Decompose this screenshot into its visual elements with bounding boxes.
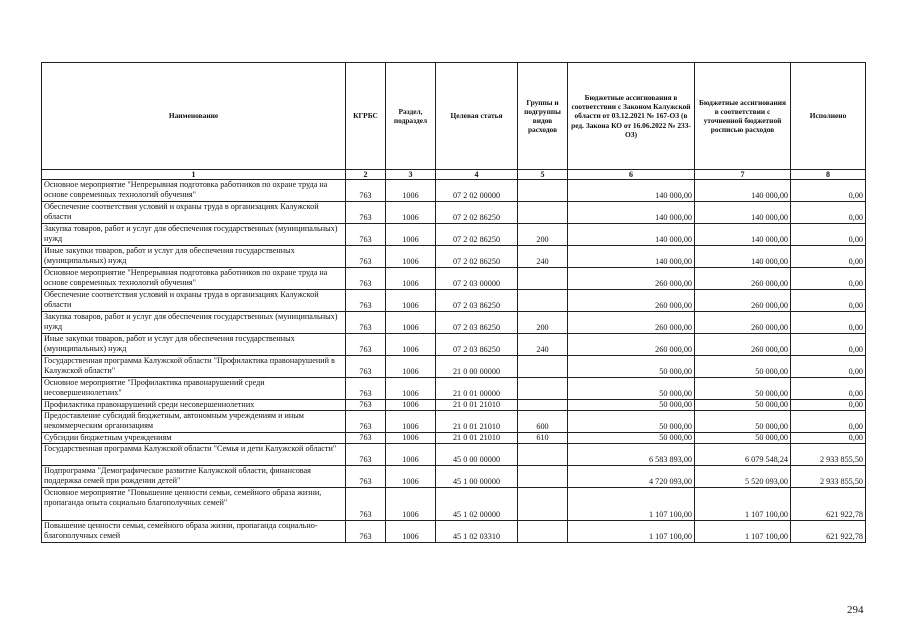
cell-kgrbs: 763: [346, 400, 386, 411]
cell-target-article: 07 2 03 86250: [436, 312, 518, 334]
cell-section: 1006: [386, 312, 436, 334]
cell-name: Основное мероприятие "Профилактика правонарушений среди несовершеннолетних": [42, 378, 346, 400]
cell-kgrbs: 763: [346, 290, 386, 312]
cell-target-article: 07 2 02 86250: [436, 246, 518, 268]
cell-expense-group: 610: [518, 433, 568, 444]
cell-plan-amount: 260 000,00: [695, 290, 791, 312]
cell-expense-group: 240: [518, 334, 568, 356]
cell-target-article: 21 0 00 00000: [436, 356, 518, 378]
cell-expense-group: [518, 356, 568, 378]
cell-section: 1006: [386, 521, 436, 543]
table-row: [42, 246, 866, 268]
cell-plan-amount: 50 000,00: [695, 433, 791, 444]
cell-name: Закупка товаров, работ и услуг для обеспечения государственных (муниципальных) нужд: [42, 224, 346, 246]
table-row: [42, 202, 866, 224]
cell-plan-amount: 50 000,00: [695, 378, 791, 400]
cell-section: 1006: [386, 334, 436, 356]
cell-kgrbs: 763: [346, 356, 386, 378]
cell-expense-group: 240: [518, 246, 568, 268]
cell-target-article: 07 2 03 00000: [436, 268, 518, 290]
cell-plan-amount: 1 107 100,00: [695, 488, 791, 521]
cell-kgrbs: 763: [346, 433, 386, 444]
table-row: [42, 356, 866, 378]
column-number-row: [42, 170, 866, 180]
cell-expense-group: [518, 521, 568, 543]
table-row: [42, 224, 866, 246]
cell-target-article: 45 1 02 03310: [436, 521, 518, 543]
cell-expense-group: [518, 466, 568, 488]
cell-target-article: 45 0 00 00000: [436, 444, 518, 466]
cell-executed-amount: 0,00: [791, 411, 866, 433]
cell-name: Повышение ценности семьи, семейного образа жизни, пропаганда социально-благополучных семей: [42, 521, 346, 543]
cell-kgrbs: 763: [346, 444, 386, 466]
cell-kgrbs: 763: [346, 312, 386, 334]
cell-name: Иные закупки товаров, работ и услуг для обеспечения государственных (муниципальных) нужд: [42, 334, 346, 356]
col-num: 2: [346, 170, 386, 180]
cell-section: 1006: [386, 290, 436, 312]
cell-plan-amount: 140 000,00: [695, 202, 791, 224]
cell-section: 1006: [386, 180, 436, 202]
cell-plan-amount: 140 000,00: [695, 246, 791, 268]
cell-section: 1006: [386, 246, 436, 268]
cell-plan-amount: 6 079 548,24: [695, 444, 791, 466]
cell-law-amount: 4 720 093,00: [568, 466, 695, 488]
budget-execution-table: [41, 62, 866, 543]
cell-section: 1006: [386, 268, 436, 290]
col-plan-header: Бюджетные ассигнования в соответствии с уточненной бюджетной росписью расходов: [695, 63, 791, 170]
table-row: [42, 334, 866, 356]
cell-target-article: 07 2 02 00000: [436, 180, 518, 202]
cell-name: Обеспечение соответствия условий и охраны труда в организациях Калужской области: [42, 290, 346, 312]
col-num: 4: [436, 170, 518, 180]
cell-kgrbs: 763: [346, 202, 386, 224]
table-row: [42, 521, 866, 543]
col-num: 7: [695, 170, 791, 180]
cell-target-article: 07 2 02 86250: [436, 224, 518, 246]
table-body: [42, 180, 866, 543]
cell-name: Закупка товаров, работ и услуг для обеспечения государственных (муниципальных) нужд: [42, 312, 346, 334]
table-row: [42, 290, 866, 312]
cell-section: 1006: [386, 400, 436, 411]
cell-name: Субсидии бюджетным учреждениям: [42, 433, 346, 444]
cell-executed-amount: 0,00: [791, 290, 866, 312]
cell-section: 1006: [386, 356, 436, 378]
table-row: [42, 433, 866, 444]
cell-plan-amount: 50 000,00: [695, 411, 791, 433]
cell-expense-group: [518, 180, 568, 202]
cell-section: 1006: [386, 444, 436, 466]
cell-executed-amount: 0,00: [791, 378, 866, 400]
cell-name: Иные закупки товаров, работ и услуг для обеспечения государственных (муниципальных) нужд: [42, 246, 346, 268]
cell-kgrbs: 763: [346, 411, 386, 433]
cell-executed-amount: 0,00: [791, 356, 866, 378]
cell-plan-amount: 50 000,00: [695, 356, 791, 378]
cell-law-amount: 50 000,00: [568, 356, 695, 378]
cell-expense-group: [518, 488, 568, 521]
cell-law-amount: 50 000,00: [568, 378, 695, 400]
cell-section: 1006: [386, 433, 436, 444]
cell-target-article: 45 1 00 00000: [436, 466, 518, 488]
cell-expense-group: 200: [518, 312, 568, 334]
cell-law-amount: 260 000,00: [568, 334, 695, 356]
cell-name: Обеспечение соответствия условий и охраны труда в организациях Калужской области: [42, 202, 346, 224]
cell-executed-amount: 0,00: [791, 433, 866, 444]
cell-plan-amount: 140 000,00: [695, 224, 791, 246]
cell-target-article: 45 1 02 00000: [436, 488, 518, 521]
cell-expense-group: [518, 400, 568, 411]
cell-law-amount: 140 000,00: [568, 180, 695, 202]
cell-kgrbs: 763: [346, 488, 386, 521]
header-row: [42, 63, 866, 170]
col-num: 3: [386, 170, 436, 180]
cell-law-amount: 140 000,00: [568, 224, 695, 246]
table-row: [42, 378, 866, 400]
table-row: [42, 268, 866, 290]
cell-law-amount: 260 000,00: [568, 268, 695, 290]
cell-executed-amount: 0,00: [791, 180, 866, 202]
cell-target-article: 21 0 01 21010: [436, 400, 518, 411]
cell-target-article: 07 2 02 86250: [436, 202, 518, 224]
cell-expense-group: [518, 290, 568, 312]
cell-law-amount: 1 107 100,00: [568, 521, 695, 543]
cell-expense-group: 200: [518, 224, 568, 246]
cell-section: 1006: [386, 224, 436, 246]
cell-target-article: 21 0 01 21010: [436, 411, 518, 433]
cell-target-article: 21 0 01 21010: [436, 433, 518, 444]
cell-plan-amount: 5 520 093,00: [695, 466, 791, 488]
table-row: [42, 488, 866, 521]
cell-name: Основное мероприятие "Непрерывная подготовка работников по охране труда на основе современных технологий обучения": [42, 180, 346, 202]
cell-law-amount: 50 000,00: [568, 433, 695, 444]
cell-plan-amount: 1 107 100,00: [695, 521, 791, 543]
cell-target-article: 07 2 03 86250: [436, 334, 518, 356]
table-row: [42, 180, 866, 202]
cell-expense-group: 600: [518, 411, 568, 433]
col-kgrbs-header: КГРБС: [346, 63, 386, 170]
cell-target-article: 21 0 01 00000: [436, 378, 518, 400]
cell-executed-amount: 2 933 855,50: [791, 444, 866, 466]
cell-kgrbs: 763: [346, 466, 386, 488]
cell-kgrbs: 763: [346, 521, 386, 543]
col-group-header: Группы и подгруппы видов расходов: [518, 63, 568, 170]
cell-executed-amount: 621 922,78: [791, 521, 866, 543]
cell-target-article: 07 2 03 86250: [436, 290, 518, 312]
cell-law-amount: 1 107 100,00: [568, 488, 695, 521]
cell-kgrbs: 763: [346, 268, 386, 290]
page-number: 294: [847, 604, 864, 616]
cell-kgrbs: 763: [346, 246, 386, 268]
table-row: [42, 466, 866, 488]
cell-expense-group: [518, 202, 568, 224]
cell-executed-amount: 0,00: [791, 268, 866, 290]
cell-name: Предоставление субсидий бюджетным, автономным учреждениям и иным некоммерческим организациям: [42, 411, 346, 433]
cell-name: Основное мероприятие "Повышение ценности семьи, семейного образа жизни, пропаганда опыта социально благополучных семей": [42, 488, 346, 521]
cell-kgrbs: 763: [346, 180, 386, 202]
cell-executed-amount: 0,00: [791, 312, 866, 334]
cell-plan-amount: 260 000,00: [695, 312, 791, 334]
cell-law-amount: 140 000,00: [568, 202, 695, 224]
col-law-header: Бюджетные ассигнования в соответствии с Законом Калужской области от 03.12.2021 № 167-ОЗ (в ред. Закона КО от 16.06.2022 № 233-ОЗ): [568, 63, 695, 170]
cell-executed-amount: 0,00: [791, 246, 866, 268]
cell-section: 1006: [386, 488, 436, 521]
cell-law-amount: 260 000,00: [568, 290, 695, 312]
cell-plan-amount: 50 000,00: [695, 400, 791, 411]
cell-executed-amount: 0,00: [791, 224, 866, 246]
cell-plan-amount: 140 000,00: [695, 180, 791, 202]
col-target-header: Целевая статья: [436, 63, 518, 170]
cell-executed-amount: 621 922,78: [791, 488, 866, 521]
col-num: 1: [42, 170, 346, 180]
cell-kgrbs: 763: [346, 224, 386, 246]
col-name-header: Наименование: [42, 63, 346, 170]
cell-expense-group: [518, 378, 568, 400]
cell-kgrbs: 763: [346, 378, 386, 400]
cell-section: 1006: [386, 411, 436, 433]
col-num: 6: [568, 170, 695, 180]
col-num: 8: [791, 170, 866, 180]
cell-law-amount: 140 000,00: [568, 246, 695, 268]
cell-expense-group: [518, 444, 568, 466]
table-row: [42, 312, 866, 334]
cell-section: 1006: [386, 202, 436, 224]
cell-executed-amount: 2 933 855,50: [791, 466, 866, 488]
col-section-header: Раздел, подраздел: [386, 63, 436, 170]
cell-executed-amount: 0,00: [791, 202, 866, 224]
cell-name: Подпрограмма "Демографическое развитие Калужской области, финансовая поддержка семей при рождении детей": [42, 466, 346, 488]
table-row: [42, 411, 866, 433]
col-done-header: Исполнено: [791, 63, 866, 170]
cell-name: Основное мероприятие "Непрерывная подготовка работников по охране труда на основе современных технологий обучения": [42, 268, 346, 290]
cell-executed-amount: 0,00: [791, 334, 866, 356]
cell-name: Государственная программа Калужской области "Семья и дети Калужской области": [42, 444, 346, 466]
cell-expense-group: [518, 268, 568, 290]
cell-plan-amount: 260 000,00: [695, 268, 791, 290]
cell-law-amount: 50 000,00: [568, 400, 695, 411]
cell-name: Профилактика правонарушений среди несовершеннолетних: [42, 400, 346, 411]
cell-plan-amount: 260 000,00: [695, 334, 791, 356]
cell-law-amount: 50 000,00: [568, 411, 695, 433]
col-num: 5: [518, 170, 568, 180]
cell-kgrbs: 763: [346, 334, 386, 356]
cell-section: 1006: [386, 466, 436, 488]
cell-law-amount: 6 583 893,00: [568, 444, 695, 466]
cell-section: 1006: [386, 378, 436, 400]
table-row: [42, 444, 866, 466]
table-row: [42, 400, 866, 411]
cell-executed-amount: 0,00: [791, 400, 866, 411]
cell-name: Государственная программа Калужской области "Профилактика правонарушений в Калужской области": [42, 356, 346, 378]
cell-law-amount: 260 000,00: [568, 312, 695, 334]
